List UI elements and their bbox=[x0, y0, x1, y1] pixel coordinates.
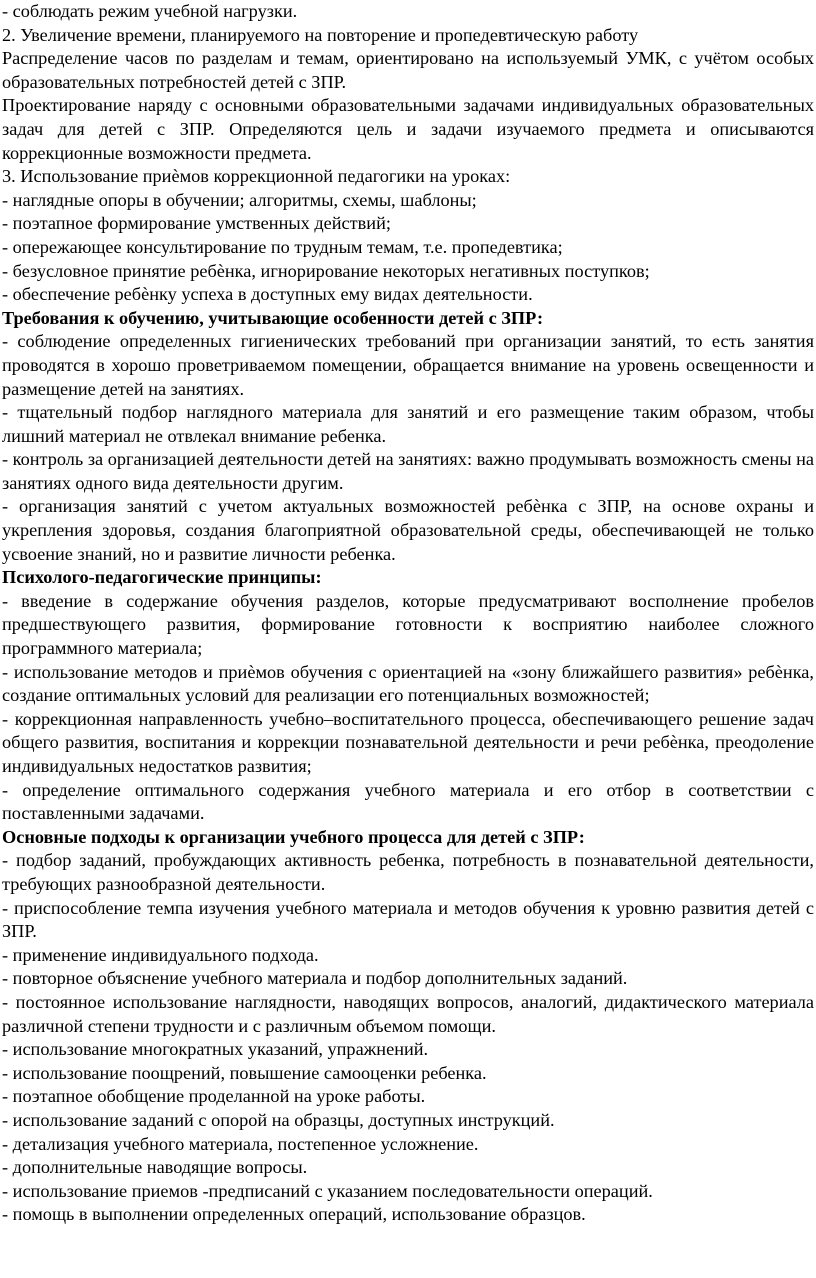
paragraph: - подбор заданий, пробуждающих активность ребенка, потребность в познавательной деятельности, требующих разнообразной деятельности. bbox=[2, 850, 814, 894]
paragraph: - приспособление темпа изучения учебного материала и методов обучения к уровню развития детей с ЗПР. bbox=[2, 897, 814, 942]
paragraph: - использование поощрений, повышение самооценки ребенка. bbox=[2, 1062, 487, 1083]
paragraph: 3. Использование приѐмов коррекционной педагогики на уроках: bbox=[2, 166, 511, 187]
paragraph: - введение в содержание обучения разделов, которые предусматривают восполнение пробелов предшествующего развития, формирование готовности к восприятию наиболее сложного программного материала; bbox=[2, 590, 814, 659]
paragraph: Распределение часов по разделам и темам, ориентировано на используемый УМК, с учётом особых образовательных потребностей детей с ЗПР. bbox=[2, 48, 814, 92]
paragraph: - опережающее консультирование по трудным темам, т.е. пропедевтика; bbox=[2, 236, 563, 257]
paragraph: - определение оптимального содержания учебного материала и его отбор в соответствии с поставленными задачами. bbox=[2, 779, 814, 824]
paragraph: - постоянное использование наглядности, наводящих вопросов, аналогий, дидактического материала различной степени трудности и с различным объемом помощи. bbox=[2, 991, 814, 1036]
paragraph: - безусловное принятие ребѐнка, игнорирование некоторых негативных поступков; bbox=[2, 260, 650, 281]
section-heading: Требования к обучению, учитывающие особенности детей с ЗПР: bbox=[2, 307, 544, 328]
paragraph: - организация занятий с учетом актуальных возможностей ребѐнка с ЗПР, на основе охраны и укрепления здоровья, создания благоприятной образовательной среды, обеспечивающей не только усвоение знаний, но и развитие личности ребенка. bbox=[2, 496, 814, 564]
paragraph: - повторное объяснение учебного материала и подбор дополнительных заданий. bbox=[2, 968, 628, 989]
paragraph: - использование заданий с опорой на образцы, доступных инструкций. bbox=[2, 1109, 555, 1130]
paragraph: - помощь в выполнении определенных операций, использование образцов. bbox=[2, 1204, 586, 1225]
section-heading: Психолого-педагогические принципы: bbox=[2, 567, 322, 588]
paragraph: - поэтапное формирование умственных действий; bbox=[2, 213, 391, 234]
paragraph: - соблюдение определенных гигиенических требований при организации занятий, то есть занятия проводятся в хорошо проветриваемом помещении, обращается внимание на уровень освещенности и размещение детей на занятиях. bbox=[2, 331, 814, 399]
paragraph: - соблюдать режим учебной нагрузки. bbox=[2, 1, 298, 21]
paragraph: - наглядные опоры в обучении; алгоритмы, схемы, шаблоны; bbox=[2, 189, 477, 210]
paragraph: - использование многократных указаний, упражнений. bbox=[2, 1039, 429, 1060]
paragraph: - дополнительные наводящие вопросы. bbox=[2, 1157, 308, 1178]
paragraph: - обеспечение ребѐнку успеха в доступных ему видах деятельности. bbox=[2, 284, 533, 305]
paragraph: - тщательный подбор наглядного материала для занятий и его размещение таким образом, чтобы лишний материал не отвлекал внимание ребенка. bbox=[2, 402, 814, 446]
paragraph: - коррекционная направленность учебно–воспитательного процесса, обеспечивающего решение задач общего развития, воспитания и коррекции познавательной деятельности и речи ребѐнка, преодоление индивидуальных недостатков развития; bbox=[2, 708, 814, 776]
paragraph: 2. Увеличение времени, планируемого на повторение и пропедевтическую работу bbox=[2, 24, 639, 45]
paragraph: - поэтапное обобщение проделанной на уроке работы. bbox=[2, 1086, 426, 1107]
paragraph: - использование методов и приѐмов обучения с ориентацией на «зону ближайшего развития» ребѐнка, создание оптимальных условий для реализации его потенциальных возможностей; bbox=[2, 661, 814, 706]
section-heading: Основные подходы к организации учебного процесса для детей с ЗПР: bbox=[2, 826, 585, 847]
paragraph: Проектирование наряду с основными образовательными задачами индивидуальных образовательных задач для детей с ЗПР. Определяются цель и задачи изучаемого предмета и описываются коррекционные возможности предмета. bbox=[2, 95, 814, 163]
paragraph: - применение индивидуального подхода. bbox=[2, 944, 319, 965]
paragraph: - использование приемов -предписаний с указанием последовательности операций. bbox=[2, 1180, 653, 1201]
paragraph: - контроль за организацией деятельности детей на занятиях: важно продумывать возможность смены на занятиях одного вида деятельности другим. bbox=[2, 449, 814, 493]
paragraph: - детализация учебного материала, постепенное усложнение. bbox=[2, 1133, 479, 1154]
